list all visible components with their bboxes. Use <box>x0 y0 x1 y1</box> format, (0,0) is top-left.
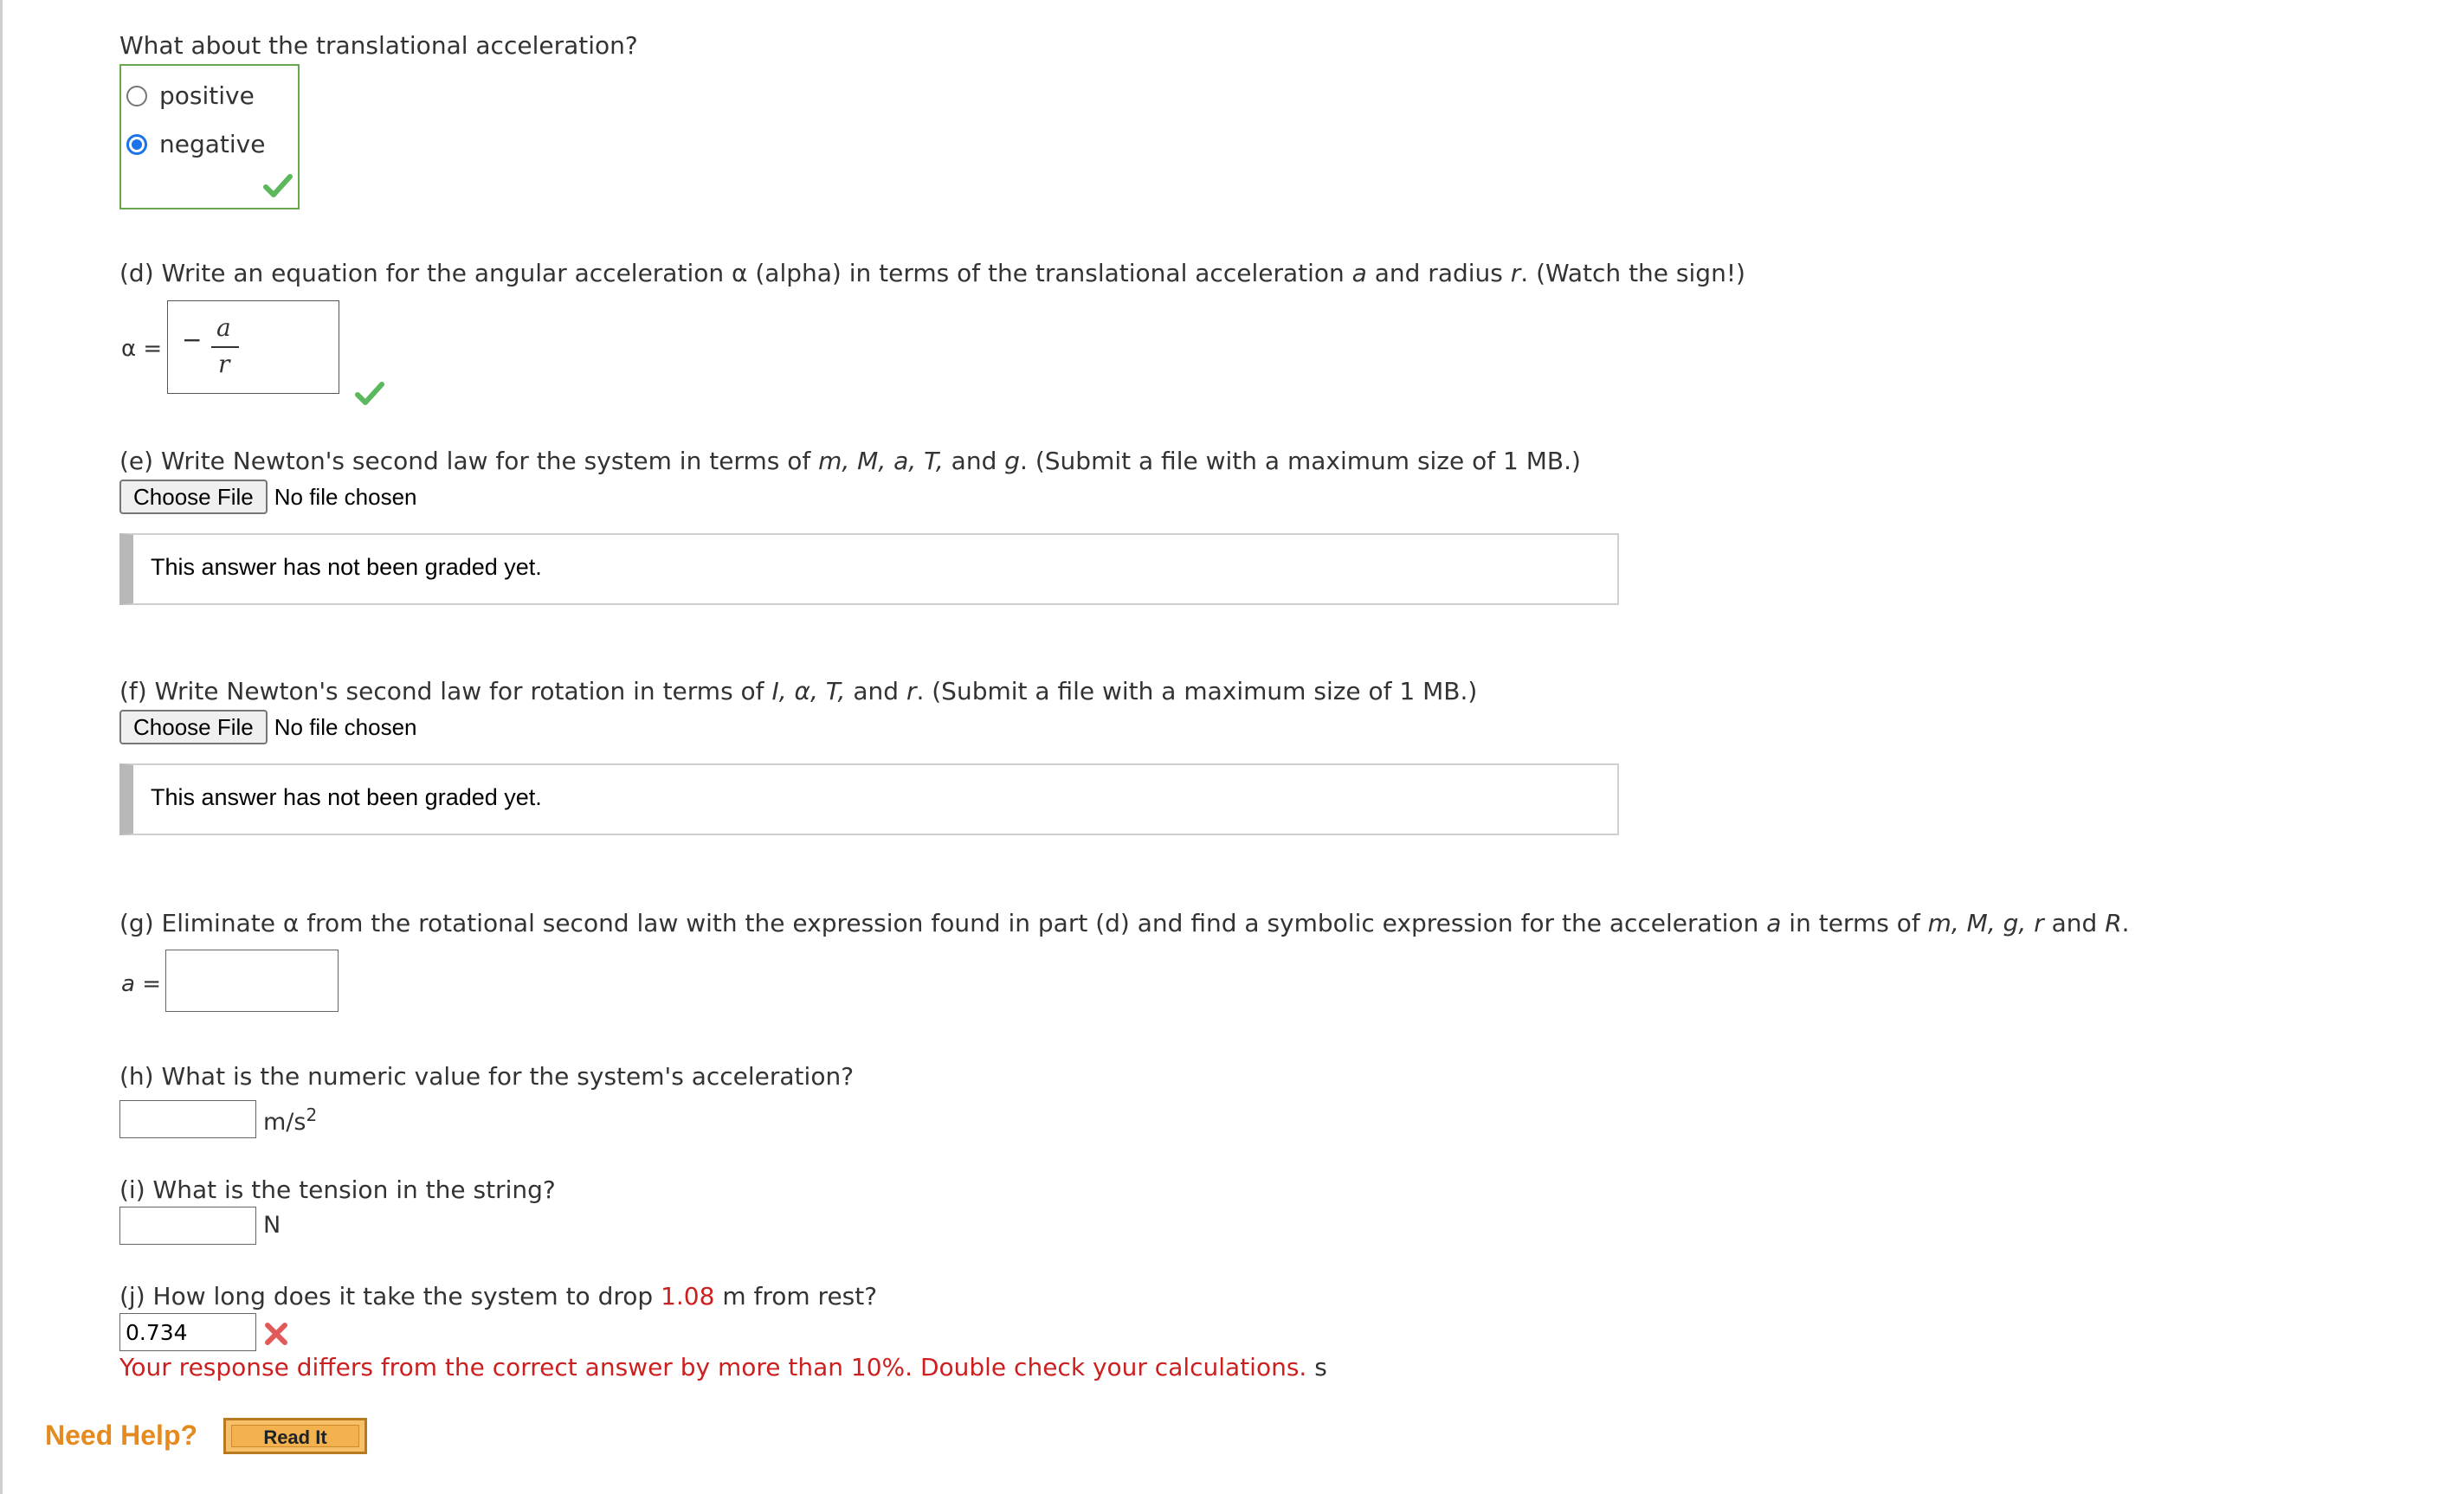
answer-minus-sign: − <box>182 325 203 354</box>
unit-seconds: s <box>1314 1353 1327 1381</box>
feedback-line <box>119 1353 1327 1382</box>
file-status: No file chosen <box>274 483 417 510</box>
radio-positive[interactable] <box>126 86 147 106</box>
question-h-text: (h) What is the numeric value for the system's acceleration? <box>119 1062 855 1091</box>
question-e-text: (e) Write Newton's second law for the system in terms of m, M, a, T, and g. (Submit a file with a maximum size of 1 MB.) <box>119 447 1581 475</box>
choose-file-button[interactable]: Choose File <box>119 480 268 514</box>
question-d-text: (d) Write an equation for the angular acceleration α (alpha) in terms of the translational acceleration a and radius r. (Watch the sign!) <box>119 259 1745 287</box>
left-border <box>0 0 3 1494</box>
fraction-bar <box>211 346 239 348</box>
alpha-answer-box[interactable] <box>167 300 339 394</box>
radio-option-negative[interactable] <box>126 130 265 158</box>
unit-newton: N <box>263 1212 281 1239</box>
choose-file-button[interactable]: Choose File <box>119 710 268 744</box>
question-j-text: (j) How long does it take the system to drop 1.08 m from rest? <box>119 1282 878 1310</box>
unit-acceleration: $m/s^2$ <box>263 1104 318 1136</box>
need-help-label: Need Help? <box>45 1420 198 1451</box>
file-input-e <box>119 480 417 514</box>
answer-denominator: r <box>218 350 230 378</box>
radio-group-translational <box>119 64 300 209</box>
tension-input[interactable] <box>119 1207 256 1245</box>
question-i-text: (i) What is the tension in the string? <box>119 1175 556 1204</box>
check-icon <box>355 381 384 407</box>
check-icon <box>263 173 293 199</box>
acceleration-numeric-input[interactable] <box>119 1100 256 1138</box>
acceleration-symbolic-input[interactable] <box>165 950 339 1012</box>
file-input-f <box>119 710 417 744</box>
grade-status-text: This answer has not been graded yet. <box>151 554 542 580</box>
question-f-text: (f) Write Newton's second law for rotation in terms of I, α, T, and r. (Submit a file with a maximum size of 1 MB.) <box>119 677 1478 705</box>
radio-negative-label: negative <box>159 130 266 158</box>
error-feedback: Your response differs from the correct answer by more than 10%. Double check your calculations. <box>119 1353 1307 1381</box>
answer-numerator: a <box>216 313 231 342</box>
grade-status-box <box>119 533 1619 605</box>
read-it-label: Read It <box>231 1425 359 1447</box>
grade-status-box <box>119 763 1619 835</box>
question-g-text: (g) Eliminate α from the rotational second law with the expression found in part (d) and find a symbolic expression for the acceleration a in terms of m, M, g, r and R. <box>119 909 2130 937</box>
read-it-button[interactable] <box>223 1418 367 1454</box>
x-mark-icon <box>263 1321 289 1347</box>
a-label: a = <box>121 971 161 997</box>
grade-status-text: This answer has not been graded yet. <box>151 784 542 810</box>
radio-option-positive[interactable] <box>126 81 255 110</box>
alpha-label: α = <box>121 336 163 362</box>
radio-positive-label: positive <box>159 81 255 110</box>
time-input[interactable] <box>119 1313 256 1351</box>
file-status: No file chosen <box>274 713 417 740</box>
radio-negative[interactable] <box>126 134 147 155</box>
question-c-text: What about the translational acceleration? <box>119 31 638 60</box>
